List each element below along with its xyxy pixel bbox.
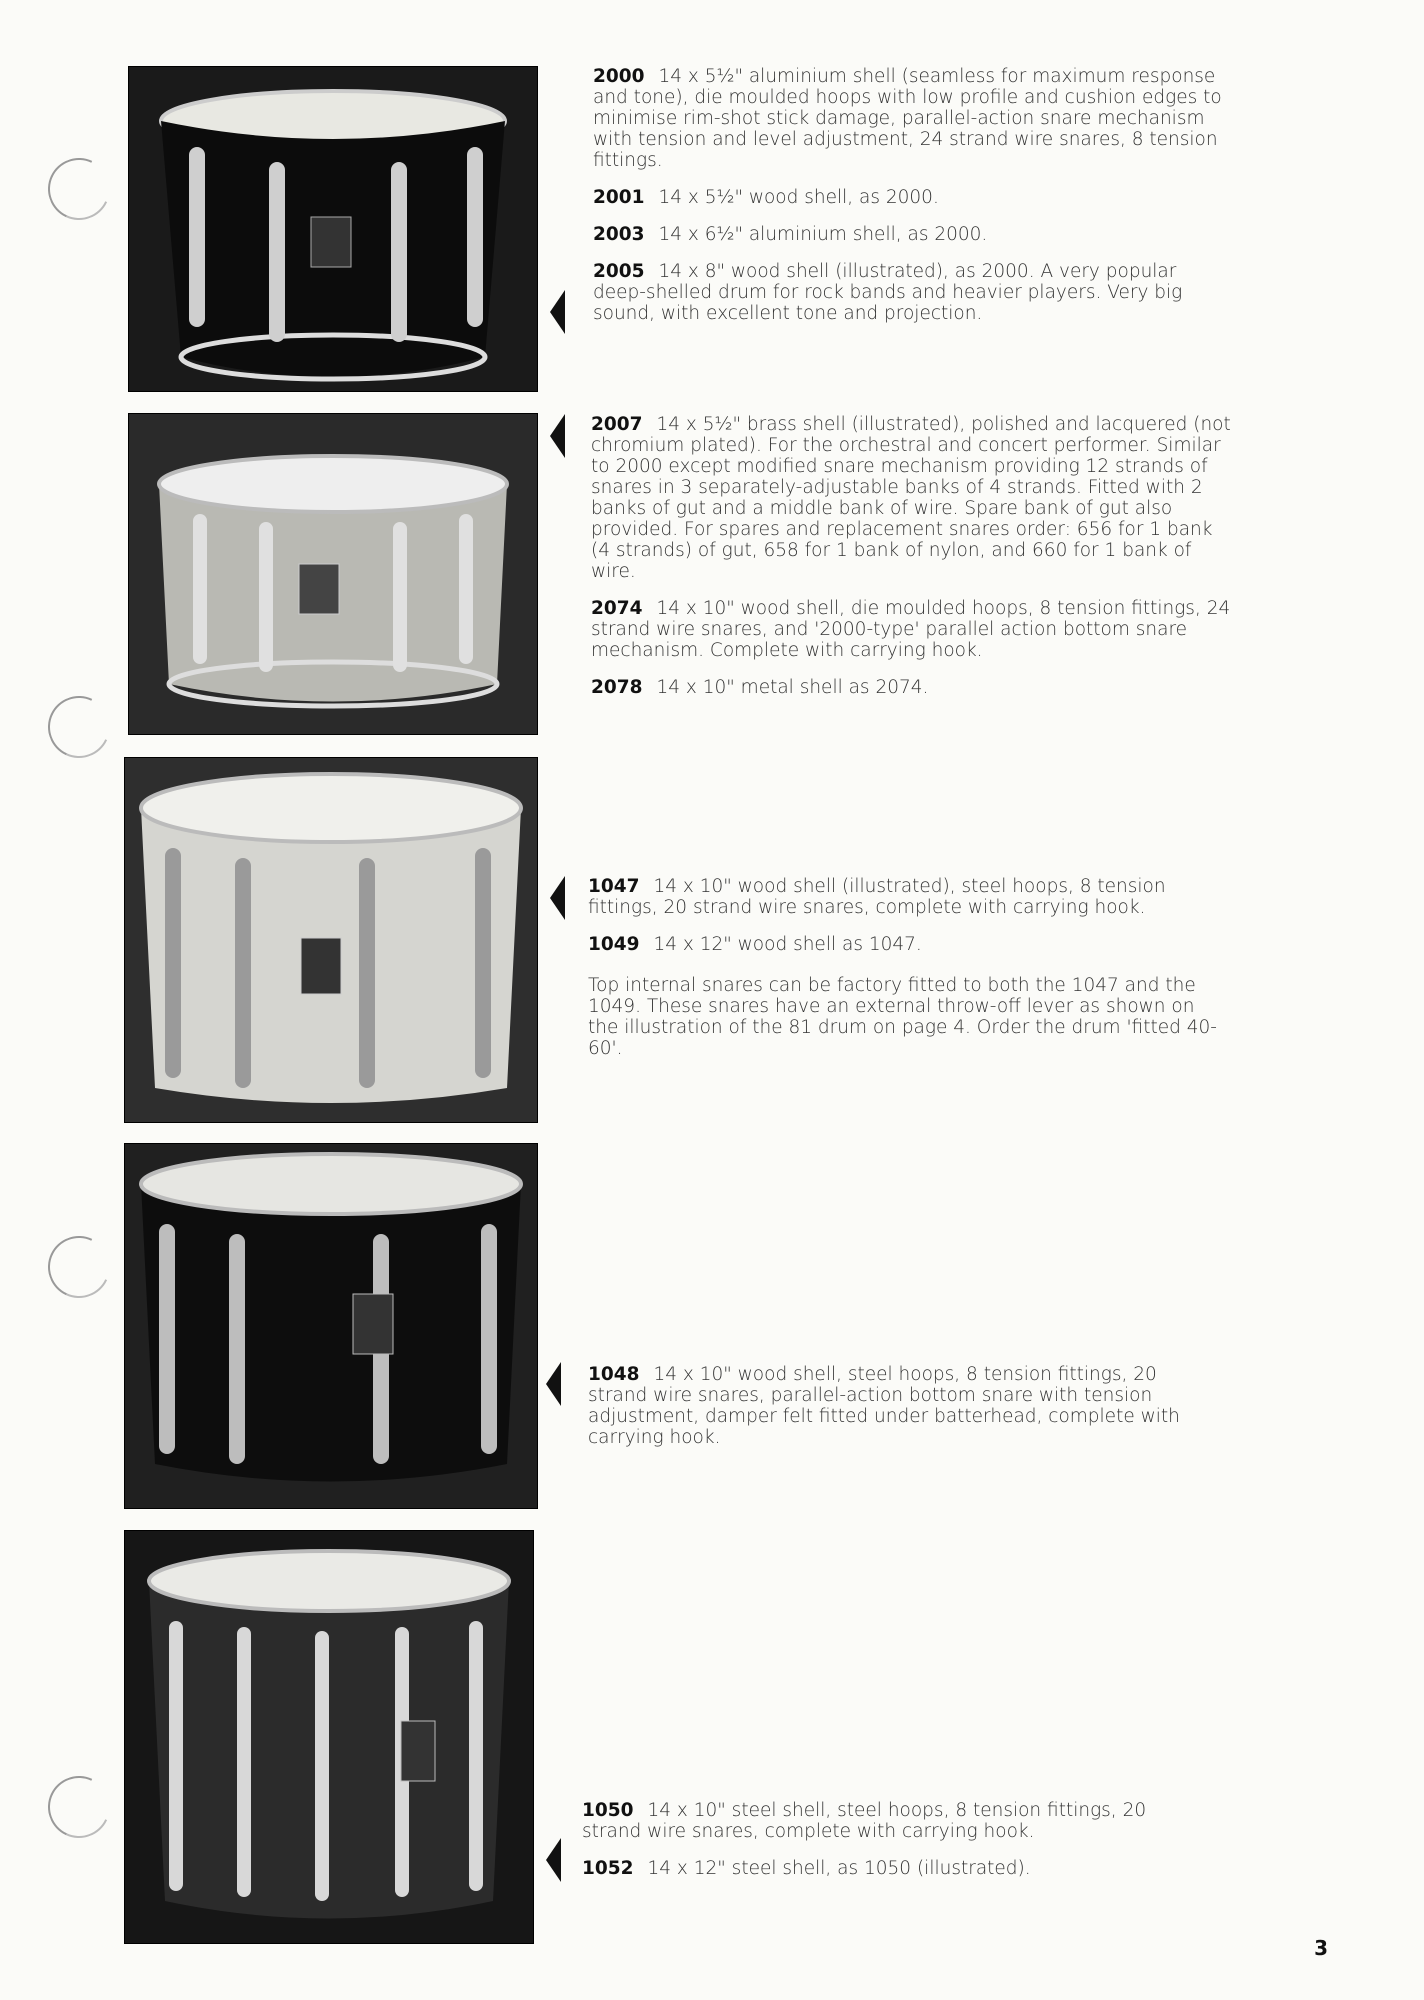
pointer-arrow	[550, 876, 565, 920]
drum-photo-1048	[124, 1143, 538, 1509]
pointer-arrow	[546, 1362, 561, 1406]
entry: 1048 14 x 10" wood shell, steel hoops, 8 tension fittings, 20 strand wire snares, parallel-action bottom snare with tension adjustment, damper felt fitted under batterhead, complete with carrying hook.	[588, 1364, 1180, 1448]
entry: 2001 14 x 5½" wood shell, as 2000.	[593, 187, 939, 208]
drum-photo-1052	[124, 1530, 534, 1944]
drum-photo-2007	[128, 413, 538, 735]
description-block-4	[588, 1364, 1218, 1464]
entry: 2078 14 x 10" metal shell as 2074.	[591, 677, 929, 698]
page-number: 3	[1314, 1936, 1328, 1960]
entry: 1049 14 x 12" wood shell as 1047.	[588, 934, 922, 955]
entry: 1047 14 x 10" wood shell (illustrated), steel hoops, 8 tension fittings, 20 strand wire snares, complete with carrying hook.	[588, 876, 1166, 918]
entry: 2007 14 x 5½" brass shell (illustrated), polished and lacquered (not chromium plated). For the orchestral and concert performer. Similar to 2000 except modified snare mechanism providing 12 strands of snares in 3 separately-adjustable banks of 4 strands. Fitted with 2 banks of gut and a middle bank of wire. Spare bank of gut also provided. For spares and replacement snares order: 656 for 1 bank (4 strands) of gut, 658 for 1 bank of nylon, and 660 for 1 bank of wire.	[591, 414, 1231, 582]
description-block-5	[582, 1800, 1182, 1895]
entry: Top internal snares can be factory fitted to both the 1047 and the 1049. These snares have an external throw-off lever as shown on the illustration of the 81 drum on page 4. Order the drum 'fitted 40-60'.	[588, 975, 1217, 1059]
punch-hole	[39, 149, 118, 228]
pointer-arrow	[550, 414, 565, 458]
description-block-3	[588, 876, 1218, 1075]
entry: 2003 14 x 6½" aluminium shell, as 2000.	[593, 224, 988, 245]
description-block-1	[593, 66, 1233, 340]
punch-hole	[39, 1767, 118, 1846]
pointer-arrow	[546, 1838, 561, 1882]
pointer-arrow	[550, 290, 565, 334]
punch-hole	[39, 687, 118, 766]
drum-photo-2005	[128, 66, 538, 392]
punch-hole	[39, 1227, 118, 1306]
entry: 2074 14 x 10" wood shell, die moulded hoops, 8 tension fittings, 24 strand wire snares, and '2000-type' parallel action bottom snare mechanism. Complete with carrying hook.	[591, 598, 1231, 661]
entry: 1050 14 x 10" steel shell, steel hoops, 8 tension fittings, 20 strand wire snares, complete with carrying hook.	[582, 1800, 1147, 1842]
entry: 1052 14 x 12" steel shell, as 1050 (illustrated).	[582, 1858, 1031, 1879]
drum-photo-1047	[124, 757, 538, 1123]
entry: 2005 14 x 8" wood shell (illustrated), as 2000. A very popular deep-shelled drum for rock bands and heavier players. Very big sound, with excellent tone and projection.	[593, 261, 1183, 324]
description-block-2	[591, 414, 1233, 714]
entry: 2000 14 x 5½" aluminium shell (seamless for maximum response and tone), die moulded hoops with low profile and cushion edges to minimise rim-shot stick damage, parallel-action snare mechanism with tension and level adjustment, 24 strand wire snares, 8 tension fittings.	[593, 66, 1222, 171]
